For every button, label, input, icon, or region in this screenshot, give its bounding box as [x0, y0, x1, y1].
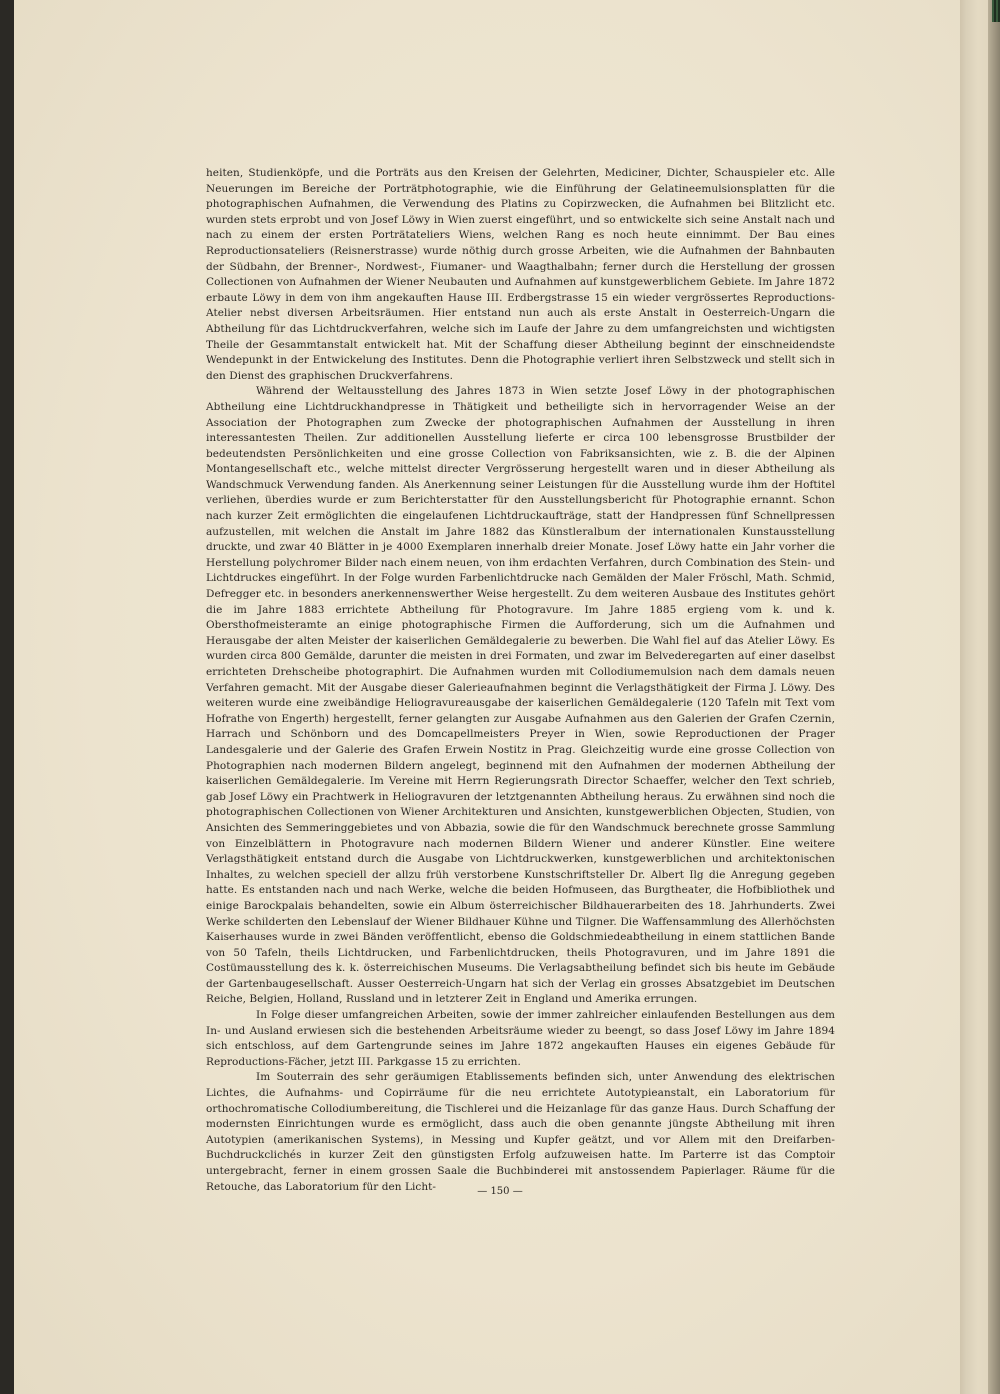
color-calibration-strip [992, 0, 1000, 22]
paragraph-1: heiten, Studienköpfe, und die Porträts aus den Kreisen der Gelehrten, Mediciner, Dichter, Schauspieler etc. Alle Neuerungen im Bereiche der Porträtphotographie, wie die Einführung der Gelatineemulsionsplatten für die photographischen Aufnahmen, die Verwendung des Platins zu Copirzwecken, die Aufnahmen bei Blitzlicht etc. wurden stets erprobt und von Josef Löwy in Wien zuerst eingeführt, und so entwickelte sich seine Anstalt nach und nach zu einem der ersten Porträtateliers Wiens, welchen Rang es noch heute einnimmt. Der Bau eines Reproductionsateliers (Reisnerstrasse) wurde nöthig durch grosse Arbeiten, wie die Aufnahmen der Bahnbauten der Südbahn, der Brenner-, Nordwest-, Fiumaner- und Waagthalbahn; ferner durch die Herstellung der grossen Collectionen von Aufnahmen der Wiener Neubauten und Aufnahmen auf kunstgewerblichem Gebiete. Im Jahre 1872 erbaute Löwy in dem von ihm angekauften Hause III. Erdbergstrasse 15 ein wieder vergrössertes Reproductions-Atelier nebst diversen Arbeitsräumen. Hier entstand nun auch als erste Anstalt in Oesterreich-Ungarn die Abtheilung für das Lichtdruckverfahren, welche sich im Laufe der Jahre zu dem umfangreichsten und wichtigsten Theile der Gesammtanstalt entwickelt hat. Mit der Schaffung dieser Abtheilung beginnt der einschneidendste Wendepunkt in der Entwickelung des Institutes. Denn die Photographie verliert ihren Selbstzweck und stellt sich in den Dienst des graphischen Druckverfahrens. [206, 167, 835, 382]
body-text [206, 166, 835, 1195]
next-page-edge [960, 0, 1000, 1394]
paragraph-3: In Folge dieser umfangreichen Arbeiten, sowie der immer zahlreicher einlaufenden Bestellungen aus dem In- und Ausland erwiesen sich die bestehenden Arbeitsräume wieder zu beengt, so dass Josef Löwy im Jahre 1894 sich entschloss, auf dem Gartengrunde seines im Jahre 1872 angekauften Hauses ein eigenes Gebäude für Reproductions-Fächer, jetzt III. Parkgasse 15 zu errichten. [206, 1009, 835, 1068]
page-edge-shadow [988, 0, 1000, 1394]
paragraph-4: Im Souterrain des sehr geräumigen Etablissements befinden sich, unter Anwendung des elektrischen Lichtes, die Aufnahms- und Copirräume für die neu errichtete Autotypieanstalt, ein Laboratorium für orthochromatische Collodiumbereitung, die Tischlerei und die Heizanlage für das ganze Haus. Durch Schaffung der modernsten Einrichtungen wurde es ermöglicht, dass auch die oben genannte jüngste Abtheilung mit ihren Autotypien (amerikanischen Systems), in Messing und Kupfer geätzt, und vor Allem mit den Dreifarben-Buchdruckclichés in kurzer Zeit den günstigsten Erfolg aufzuweisen hatte. Im Parterre ist das Comptoir untergebracht, ferner in einem grossen Saale die Buchbinderei mit anstossendem Papierlager. Räume für die Retouche, das Laboratorium für den Licht- [206, 1071, 835, 1193]
paragraph-2: Während der Weltausstellung des Jahres 1873 in Wien setzte Josef Löwy in der photographischen Abtheilung eine Lichtdruckhandpresse in Thätigkeit und betheiligte sich in hervorragender Weise an der Association der Photographen zum Zwecke der photographischen Aufnahmen der Ausstellung in ihren interessantesten Theilen. Zur additionellen Ausstellung lieferte er circa 100 lebensgrosse Brustbilder der bedeutendsten Persönlichkeiten und eine grosse Collection von Fabriksansichten, wie z. B. die der Alpinen Montangesellschaft etc., welche mittelst directer Vergrösserung hergestellt waren und in dieser Abtheilung als Wandschmuck Verwendung fanden. Als Anerkennung seiner Leistungen für die Ausstellung wurde ihm der Hoftitel verliehen, überdies wurde er zum Berichterstatter für den Ausstellungsbericht für Photographie ernannt. Schon nach kurzer Zeit ermöglichten die eingelaufenen Lichtdruckaufträge, statt der Handpressen fünf Schnellpressen aufzustellen, mit welchen die Anstalt im Jahre 1882 das Künstleralbum der internationalen Kunstausstellung druckte, und zwar 40 Blätter in je 4000 Exemplaren innerhalb dreier Monate. Josef Löwy hatte ein Jahr vorher die Herstellung polychromer Bilder nach einem neuen, von ihm erdachten Verfahren, durch Combination des Stein- und Lichtdruckes eingeführt. In der Folge wurden Farbenlichtdrucke nach Gemälden der Maler Fröschl, Math. Schmid, Defregger etc. in besonders anerkennenswerther Weise hergestellt. Zu dem weiteren Ausbaue des Institutes gehört die im Jahre 1883 errichtete Abtheilung für Photogravure. Im Jahre 1885 ergieng vom k. und k. Obersthofmeisteramte an einige photographische Firmen die Aufforderung, sich um die Aufnahmen und Herausgabe der alten Meister der kaiserlichen Gemäldegalerie zu bewerben. Die Wahl fiel auf das Atelier Löwy. Es wurden circa 800 Gemälde, darunter die meisten in drei Formaten, und zwar im Belvederegarten auf einer daselbst errichteten Drehscheibe photographirt. Die Aufnahmen wurden mit Collodiumemulsion nach dem damals neuen Verfahren gemacht. Mit der Ausgabe dieser Galerieaufnahmen beginnt die Verlagsthätigkeit der Firma J. Löwy. Des weiteren wurde eine zweibändige Heliogravureausgabe der kaiserlichen Gemäldegalerie (120 Tafeln mit Text vom Hofrathe von Engerth) hergestellt, ferner gelangten zur Ausgabe Aufnahmen aus den Galerien der Grafen Czernin, Harrach und Schönborn und des Domcapellmeisters Preyer in Wien, sowie Reproductionen der Prager Landesgalerie und der Galerie des Grafen Erwein Nostitz in Prag. Gleichzeitig wurde eine grosse Collection von Photographien nach modernen Bildern angelegt, beginnend mit den Aufnahmen der modernen Abtheilung der kaiserlichen Gemäldegalerie. Im Vereine mit Herrn Regierungsrath Director Schaeffer, welcher den Text schrieb, gab Josef Löwy ein Prachtwerk in Heliogravuren der letztgenannten Abtheilung heraus. Zu erwähnen sind noch die photographischen Collectionen von Wiener Architekturen und Ansichten, kunstgewerblichen Objecten, Studien, von Ansichten des Semmeringgebietes und von Abbazia, sowie die für den Wandschmuck berechnete grosse Sammlung von Einzelblättern in Photogravure nach modernen Bildern Wiener und anderer Künstler. Eine weitere Verlagsthätigkeit entstand durch die Ausgabe von Lichtdruckwerken, kunstgewerblichen und architektonischen Inhaltes, zu welchen speciell der allzu früh verstorbene Kunstschriftsteller Dr. Albert Ilg die Anregung gegeben hatte. Es entstanden nach und nach Werke, welche die beiden Hofmuseen, das Burgtheater, die Hofbibliothek und einige Barockpalais behandelten, sowie ein Album österreichischer Bildhauerarbeiten des 18. Jahrhunderts. Zwei Werke schilderten den Lebenslauf der Wiener Bildhauer Kühne und Tilgner. Die Waffensammlung des Allerhöchsten Kaiserhauses wurde in zwei Bänden veröffentlicht, ebenso die Goldschmiedeabtheilung in einem stattlichen Bande von 50 Tafeln, theils Lichtdrucken, und Farbenlichtdrucken, theils Photogravuren, und im Jahre 1891 die Costümausstellung des k. k. österreichischen Museums. Die Verlagsabtheilung befindet sich bis heute im Gebäude der Gartenbaugesellschaft. Ausser Oesterreich-Ungarn hat sich der Verlag ein grosses Absatzgebiet im Deutschen Reiche, Belgien, Holland, Russland und in letzterer Zeit in England und Amerika errungen. [206, 385, 835, 1006]
page-number: — 150 — [477, 1186, 523, 1197]
